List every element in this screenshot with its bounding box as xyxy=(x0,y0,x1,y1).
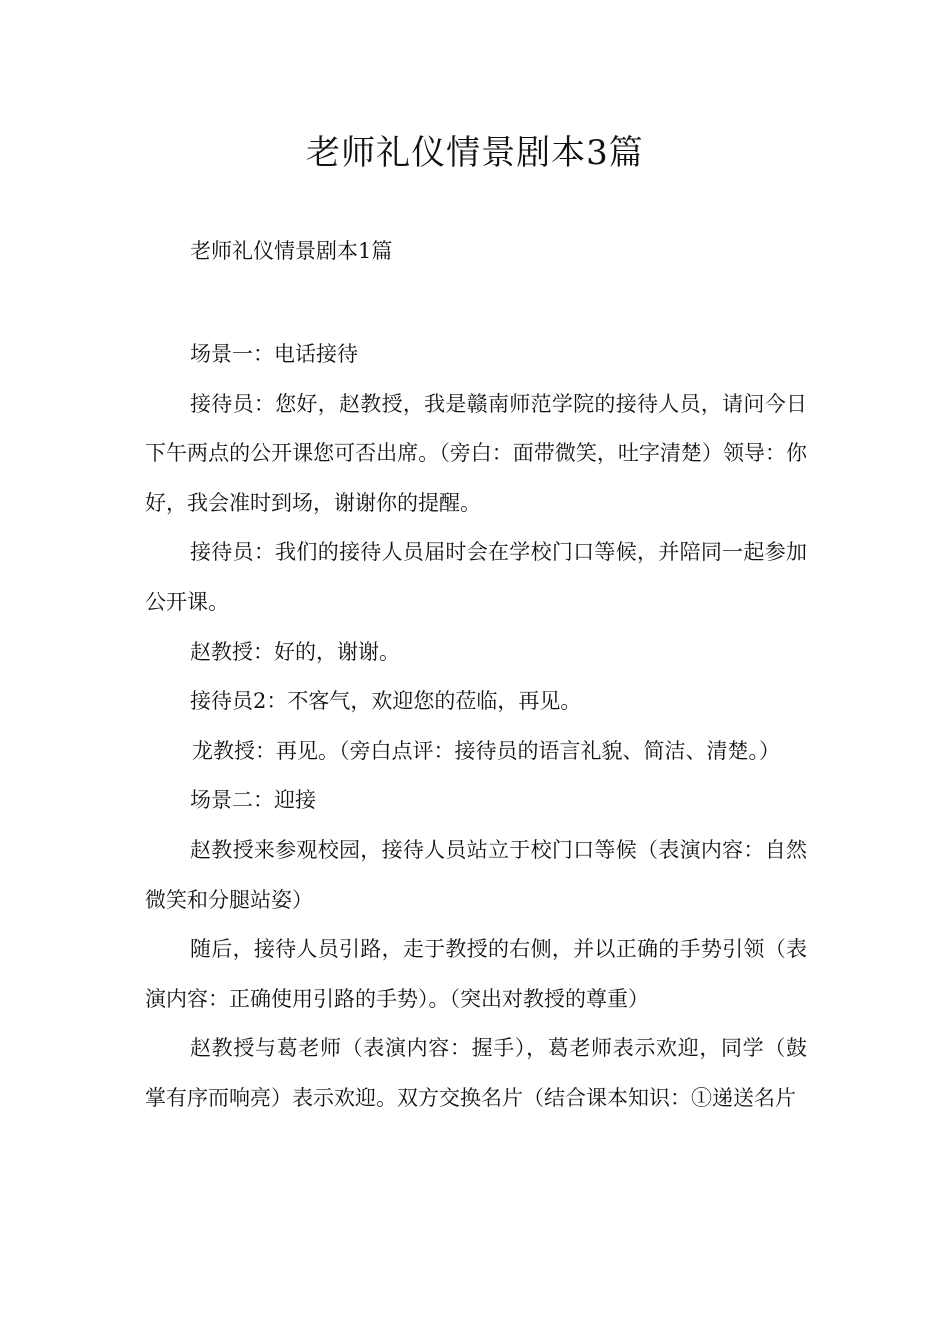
paragraph: 随后，接待人员引路，走于教授的右侧，并以正确的手势引领（表演内容：正确使用引路的手势）。（突出对教授的尊重） xyxy=(145,937,807,1011)
paragraph: 场景一：电话接待 xyxy=(190,342,358,366)
paragraph: 赵教授与葛老师（表演内容：握手），葛老师表示欢迎，同学（鼓掌有序而响亮）表示欢迎。双方交换名片（结合课本知识：①递送名片 xyxy=(145,1036,807,1110)
document-body xyxy=(145,330,807,1124)
paragraph: 龙教授：再见。（旁白点评：接待员的语言礼貌、简洁、清楚。） xyxy=(192,738,780,763)
paragraph: 赵教授来参观校园，接待人员站立于校门口等候（表演内容：自然微笑和分腿站姿） xyxy=(145,837,807,912)
document-subtitle: 老师礼仪情景剧本1篇 xyxy=(190,239,393,263)
paragraph: 场景二：迎接 xyxy=(190,788,316,813)
document-title: 老师礼仪情景剧本3篇 xyxy=(306,133,644,173)
paragraph: 接待员2：不客气，欢迎您的莅临，再见。 xyxy=(190,689,582,714)
paragraph: 接待员：我们的接待人员届时会在学校门口等候，并陪同一起参加公开课。 xyxy=(145,540,807,614)
paragraph: 接待员：您好，赵教授，我是赣南师范学院的接待人员，请问今日下午两点的公开课您可否出席。（旁白：面带微笑，吐字清楚）领导：你好，我会准时到场，谢谢你的提醒。 xyxy=(145,391,807,515)
paragraph: 赵教授：好的，谢谢。 xyxy=(190,639,400,664)
